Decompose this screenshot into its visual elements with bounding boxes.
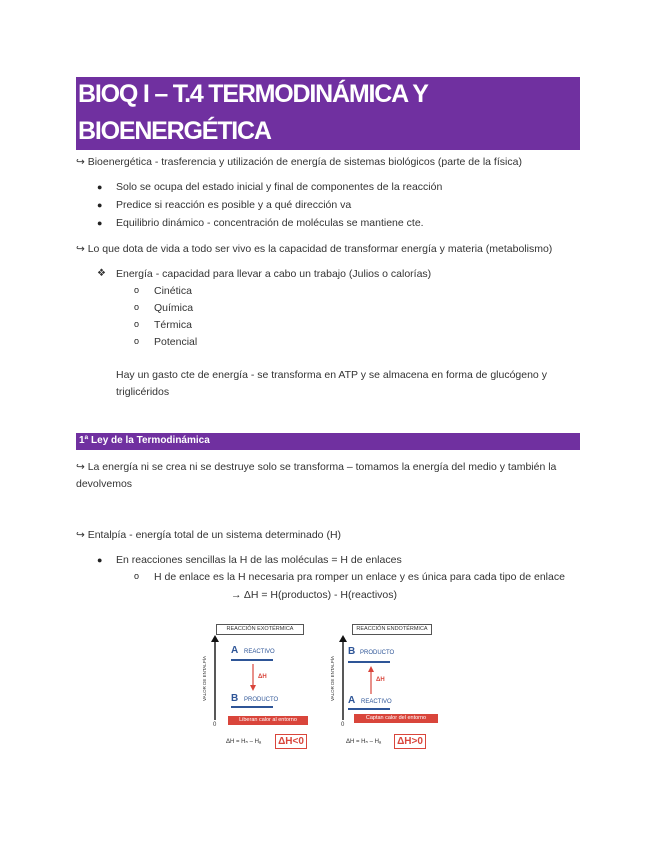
energy-type: Potencial	[154, 336, 198, 348]
bullet-text: Predice si reacción es posible y a qué dirección va	[116, 199, 352, 211]
top-letter: A	[231, 645, 239, 656]
circle-bullet-icon: o	[134, 285, 140, 295]
endothermic-title: REACCIÓN ENDOTÉRMICA	[352, 624, 432, 635]
energy-type: Cinética	[154, 285, 192, 297]
y-axis-label: VALOR DE ENTALPÍA	[330, 655, 336, 702]
endothermic-diagram	[326, 618, 442, 753]
product-level-line	[231, 706, 273, 708]
bullet-dot-icon: ●	[97, 218, 103, 228]
endothermic-caption: Captan calor del entorno	[354, 714, 438, 723]
bottom-label: PRODUCTO	[244, 697, 279, 703]
life-statement: ↪ Lo que dota de vida a todo ser vivo es la capacidad de transformar energía y materia (metabolismo)	[76, 243, 553, 255]
y-axis-label: VALOR DE ENTALPÍA	[202, 655, 208, 702]
bioenergetics-definition: ↪ Bioenergética - trasferencia y utilización de energía de sistemas biológicos (parte de la física)	[76, 156, 522, 168]
bullet-dot-icon: ●	[97, 555, 103, 565]
up-arrow-icon	[366, 664, 376, 696]
energy-type: Química	[154, 302, 194, 314]
section-heading: 1ª Ley de la Termodinámica	[79, 435, 210, 446]
bullet-text: Solo se ocupa del estado inicial y final de componentes de la reacción	[116, 181, 443, 193]
bullet-dot-icon: ●	[97, 182, 103, 192]
delta-h-label: ΔH	[258, 674, 267, 680]
enthalpy-bullet: En reacciones sencillas la H de las moléculas = H de enlaces	[116, 554, 402, 566]
diamond-bullet-icon: ❖	[97, 268, 106, 279]
delta-h-label: ΔH	[376, 677, 385, 683]
circle-bullet-icon: o	[134, 571, 140, 581]
bottom-letter: B	[231, 693, 239, 704]
endothermic-equation: ΔH = Hₙ – Hₐ	[346, 739, 382, 745]
reactant-level-line	[231, 659, 273, 661]
exothermic-title: REACCIÓN EXOTÉRMICA	[216, 624, 304, 635]
bullet-dot-icon: ●	[97, 200, 103, 210]
first-law-text-line2: devolvemos	[76, 478, 133, 490]
exothermic-result: ΔH<0	[275, 734, 307, 749]
page-title-line2: BIOENERGÉTICA	[78, 117, 271, 145]
circle-bullet-icon: o	[134, 302, 140, 312]
top-letter: B	[348, 646, 356, 657]
reactant-level-line	[348, 708, 390, 710]
bottom-label: REACTIVO	[361, 699, 392, 705]
enthalpy-formula: → ΔH = H(productos) - H(reactivos)	[231, 589, 398, 601]
energy-definition: Energía - capacidad para llevar a cabo un trabajo (Julios o calorías)	[116, 268, 432, 280]
endothermic-result: ΔH>0	[394, 734, 426, 749]
energy-expense-line1: Hay un gasto cte de energía - se transforma en ATP y se almacena en forma de glucógeno y	[116, 369, 547, 381]
exothermic-caption: Liberan calor al entorno	[228, 716, 308, 725]
zero-label: 0	[341, 722, 345, 728]
down-arrow-icon	[248, 663, 258, 693]
enthalpy-definition: ↪ Entalpía - energía total de un sistema determinado (H)	[76, 529, 342, 541]
page-title-line1: BIOQ I – T.4 TERMODINÁMICA Y	[78, 80, 428, 108]
top-label: REACTIVO	[244, 649, 275, 655]
y-axis-arrow-icon	[206, 634, 226, 722]
top-label: PRODUCTO	[360, 650, 395, 656]
first-law-text-line1: ↪ La energía ni se crea ni se destruye solo se transforma – tomamos la energía del medio y también la	[76, 461, 557, 473]
exothermic-equation: ΔH = Hₙ – Hₐ	[226, 739, 262, 745]
circle-bullet-icon: o	[134, 319, 140, 329]
circle-bullet-icon: o	[134, 336, 140, 346]
energy-type: Térmica	[154, 319, 192, 331]
bullet-text: Equilibrio dinámico - concentración de moléculas se mantiene cte.	[116, 217, 424, 229]
exothermic-diagram	[202, 618, 316, 753]
energy-expense-line2: triglicéridos	[116, 386, 170, 398]
bottom-letter: A	[348, 695, 356, 706]
product-level-line	[348, 661, 390, 663]
enthalpy-sub-bullet: H de enlace es la H necesaria pra romper un enlace y es única para cada tipo de enlace	[154, 571, 565, 583]
zero-label: 0	[213, 722, 217, 728]
